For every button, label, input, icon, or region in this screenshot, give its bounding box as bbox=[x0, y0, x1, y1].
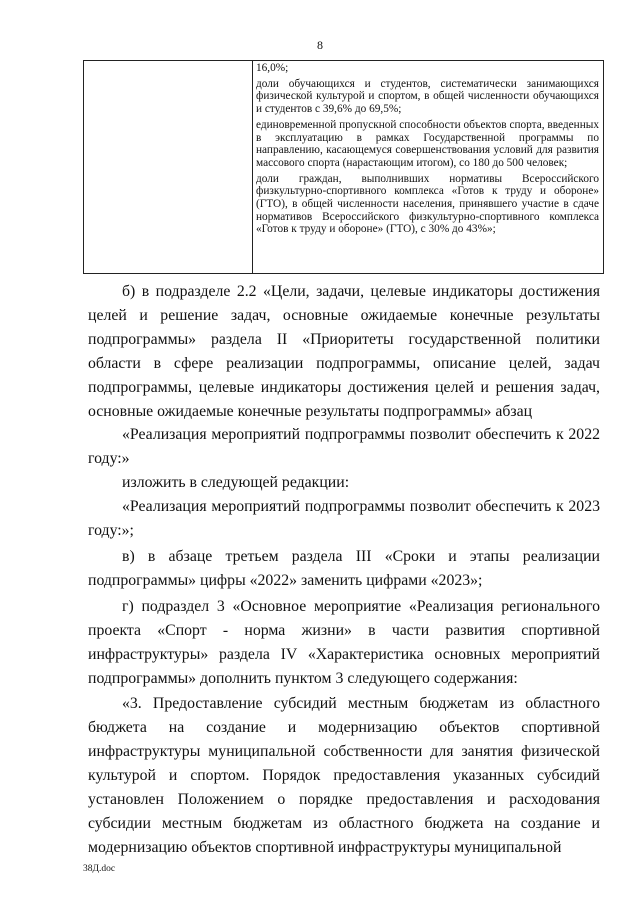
paragraph-g: г) подраздел 3 «Основное мероприятие «Реализация регионального проекта «Спорт - норма жизни» в части развития спортивной инфраструктуры» раздела IV «Характеристика основных мероприятий подпрограммы» дополнить пунктом 3 следующего содержания: bbox=[88, 597, 600, 687]
table-item: доли обучающихся и студентов, систематически занимающихся физической культурой и спортом, в общей численности обучающихся и студентов с 39,6% до 69,5%; bbox=[256, 77, 599, 116]
table-left-cell bbox=[84, 61, 253, 273]
page-number: 8 bbox=[317, 38, 323, 52]
paragraph-instruction: изложить в следующей редакции: bbox=[122, 474, 350, 492]
paragraph-old-wording: «Реализация мероприятий подпрограммы позволит обеспечить к 2022 году:» bbox=[88, 426, 600, 468]
paragraph-b: б) в подразделе 2.2 «Цели, задачи, целевые индикаторы достижения целей и решение задач, основные ожидаемые конечные результаты подпрограммы» раздела II «Приоритеты государственной политики области в сфере реализации подпрограммы, описание целей, задач подпрограммы, целевые индикаторы достижения целей и решения задач, основные ожидаемые конечные результаты подпрограммы» абзац bbox=[88, 283, 600, 420]
indicators-table bbox=[83, 60, 604, 274]
paragraph-new-wording: «Реализация мероприятий подпрограммы позволит обеспечить к 2023 году:»; bbox=[88, 498, 600, 540]
document-filename: 38Д.doc bbox=[83, 864, 116, 874]
table-item: единовременной пропускной способности объектов спорта, введенных в эксплуатацию в рамках Государственной программы по направлению, касающемуся совершенствования условий для развития массового спорта (нарастающим итогом), со 180 до 500 человек; bbox=[256, 118, 599, 169]
table-right-cell bbox=[253, 61, 603, 239]
paragraph-v: в) в абзаце третьем раздела III «Сроки и этапы реализации подпрограммы» цифры «2022» заменить цифрами «2023»; bbox=[88, 547, 600, 589]
paragraph-item-3: «3. Предоставление субсидий местным бюджетам из областного бюджета на создание и модернизацию объектов спортивной инфраструктуры муниципальной собственности для занятия физической культурой и спортом. Порядок предоставления указанных субсидий установлен Положением о порядке предоставления и расходования субсидии местным бюджетам из областного бюджета на создание и модернизацию объектов спортивной инфраструктуры муниципальной bbox=[88, 695, 600, 856]
document-body bbox=[88, 280, 600, 860]
table-item: 16,0%; bbox=[256, 62, 289, 74]
table-item: доли граждан, выполнивших нормативы Всероссийского физкультурно-спортивного комплекса «Готов к труду и обороне» (ГТО), в общей численности населения, принявшего участие в сдаче нормативов Всероссийского физкультурно-спортивного комплекса «Готов к труду и обороне» (ГТО), с 30% до 43%»; bbox=[256, 172, 599, 236]
